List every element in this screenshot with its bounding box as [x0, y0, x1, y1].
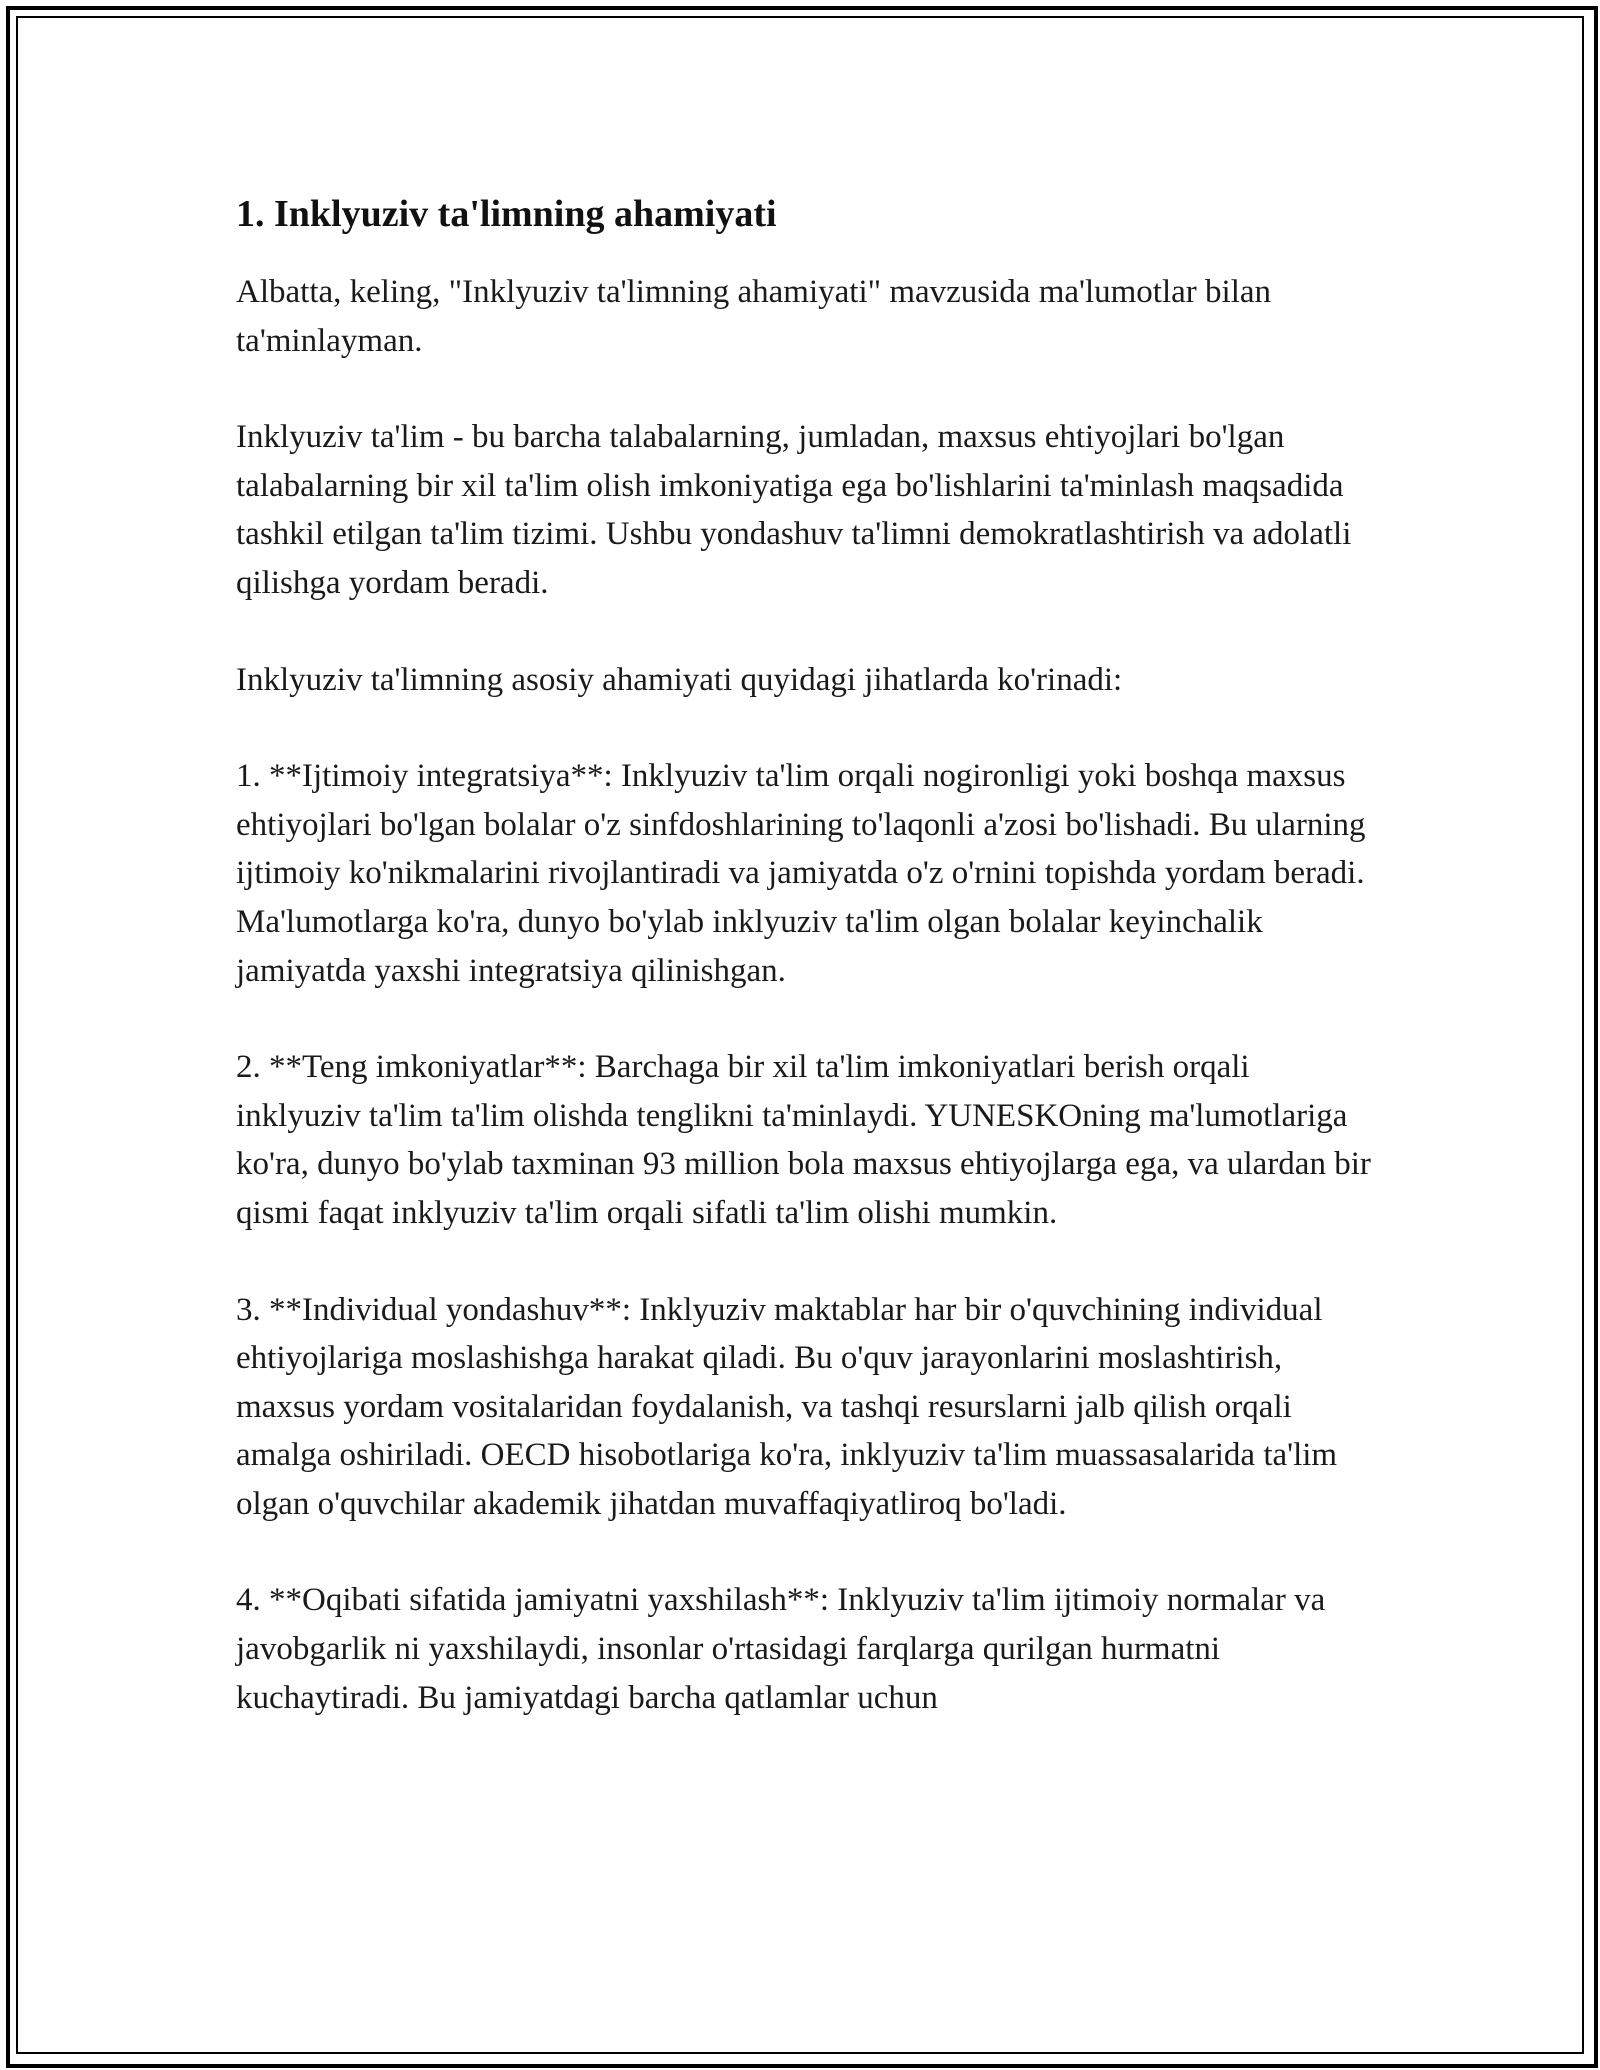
paragraph-list-lead: Inklyuziv ta'limning asosiy ahamiyati quyidagi jihatlarda ko'rinadi: [236, 661, 1123, 698]
list-item-equal-opportunities: 2. **Teng imkoniyatlar**: Barchaga bir xil ta'lim imkoniyatlari berish orqali inklyuziv ta'lim ta'lim olishda tenglikni ta'minlaydi. YUNESKOning ma'lumotlariga ko'ra, dunyo bo'ylab taxminan 93 million bola maxsus ehtiyojlarga ega, va ulardan bir qismi faqat inklyuziv ta'lim orqali sifatli ta'lim olishi mumkin. [236, 1049, 1371, 1231]
list-item-social-integration: 1. **Ijtimoiy integratsiya**: Inklyuziv ta'lim orqali nogironligi yoki boshqa maxsus ehtiyojlari bo'lgan bolalar o'z sinfdoshlarining to'laqonli a'zosi bo'lishadi. Bu ularning ijtimoiy ko'nikmalarini rivojlantiradi va jamiyatda o'z o'rnini topishda yordam beradi. Ma'lumotlarga ko'ra, dunyo bo'ylab inklyuziv ta'lim olgan bolalar keyinchalik jamiyatda yaxshi integratsiya qilinishgan. [236, 758, 1366, 989]
list-item-individual-approach: 3. **Individual yondashuv**: Inklyuziv maktablar har bir o'quvchining individual ehtiyojlariga moslashishga harakat qiladi. Bu o'quv jarayonlarini moslashtirish, maxsus yordam vositalaridan foydalanish, va tashqi resurslarni jalb qilish orqali amalga oshiriladi. OECD hisobotlariga ko'ra, inklyuziv ta'lim muassasalarida ta'lim olgan o'quvchilar akademik jihatdan muvaffaqiyatliroq bo'ladi. [236, 1291, 1338, 1522]
list-item-society-improvement: 4. **Oqibati sifatida jamiyatni yaxshilash**: Inklyuziv ta'lim ijtimoiy normalar va javobgarlik ni yaxshilaydi, insonlar o'rtasidagi farqlarga qurilgan hurmatni kuchaytiradi. Bu jamiyatdagi barcha qatlamlar uchun [236, 1582, 1326, 1716]
paragraph-intro: Albatta, keling, "Inklyuziv ta'limning ahamiyati" mavzusida ma'lumotlar bilan ta'minlayman. [236, 274, 1272, 359]
document-heading: 1. Inklyuziv ta'limning ahamiyati [236, 193, 777, 235]
document-body [236, 186, 1376, 1770]
paragraph-definition: Inklyuziv ta'lim - bu barcha talabalarning, jumladan, maxsus ehtiyojlari bo'lgan talabalarning bir xil ta'lim olish imkoniyatiga ega bo'lishlarini ta'minlash maqsadida tashkil etilgan ta'lim tizimi. Ushbu yondashuv ta'limni demokratlashtirish va adolatli qilishga yordam beradi. [236, 419, 1352, 601]
